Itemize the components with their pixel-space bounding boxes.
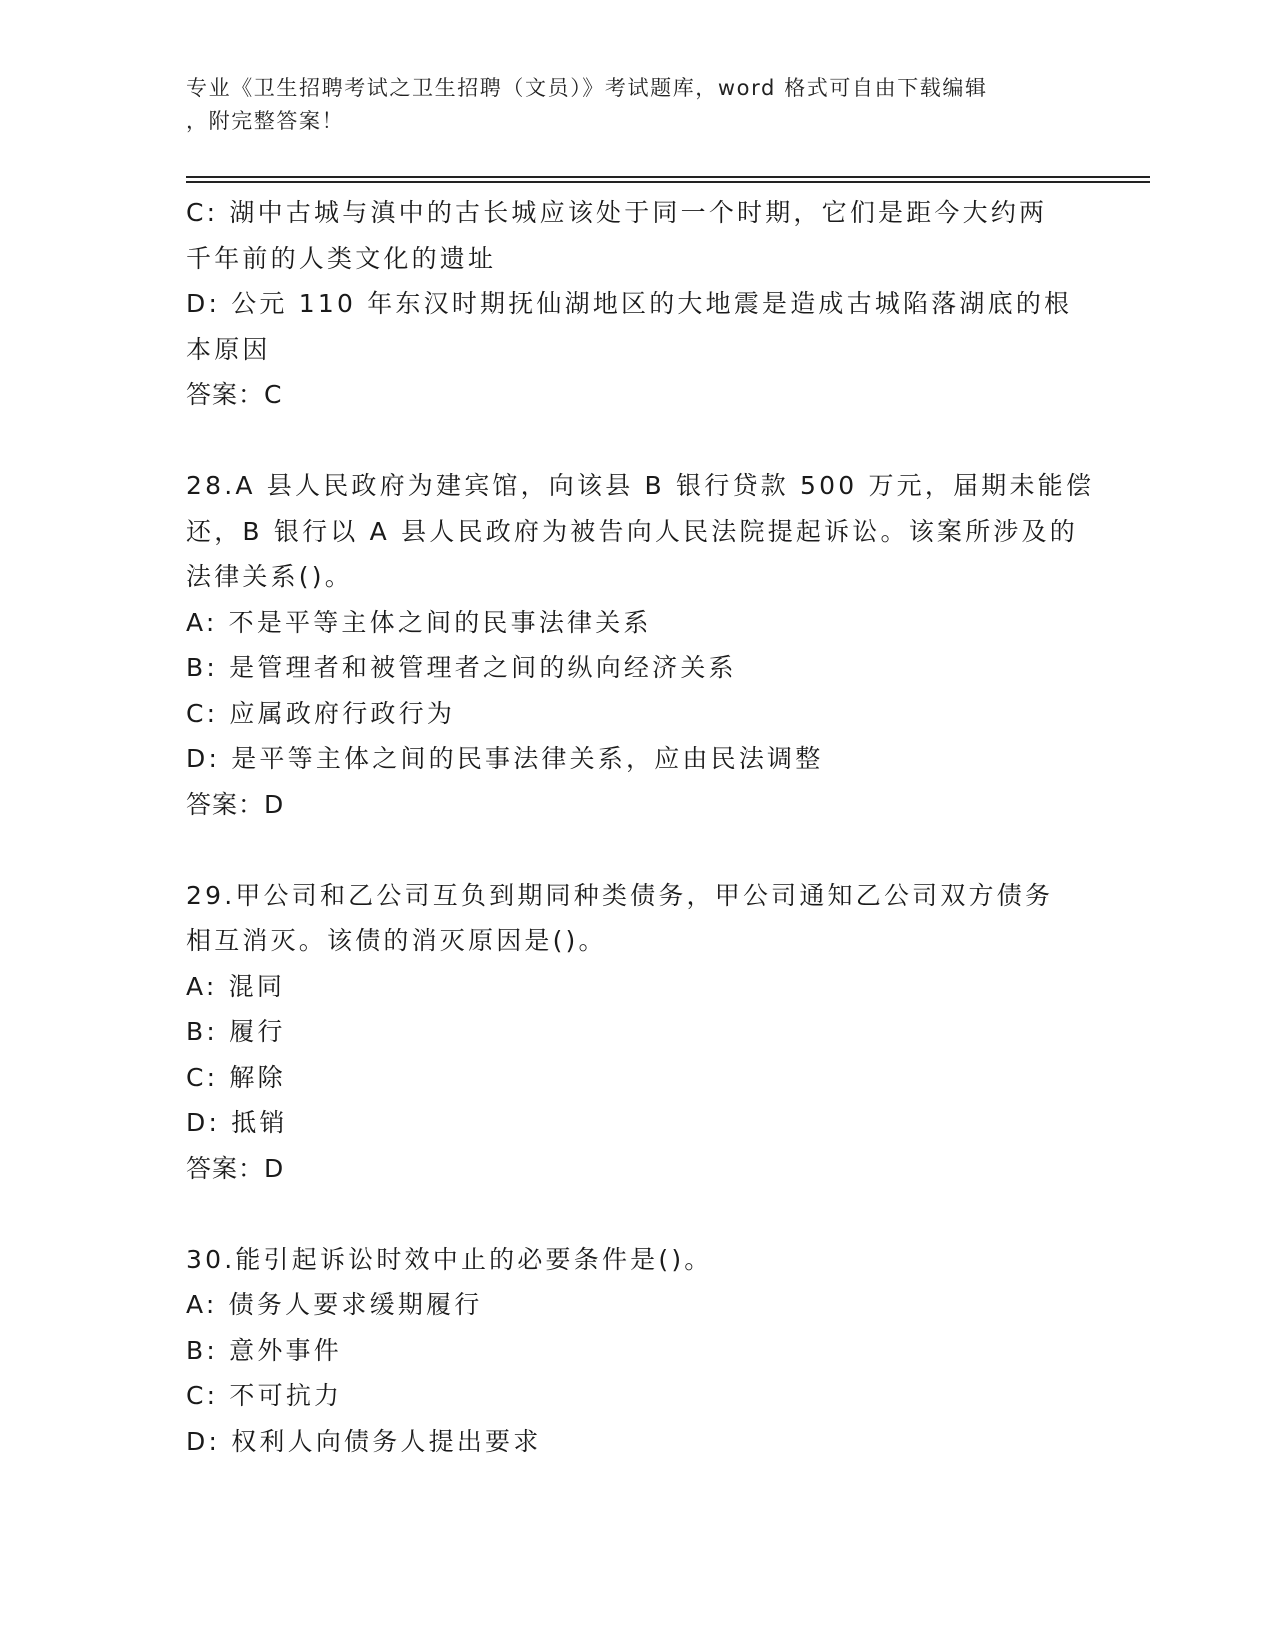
question-28 (186, 463, 1095, 827)
option-d-cont: 本原因 (186, 334, 271, 364)
question-27-tail (186, 190, 1086, 418)
spacer (186, 1191, 1086, 1237)
question-stem-cont: 相互消灭。该债的消灭原因是()。 (186, 926, 607, 955)
question-29 (186, 873, 1086, 1192)
header-line-1: 专业《卫生招聘考试之卫生招聘（文员）》考试题库，word 格式可自由下载编辑 (186, 76, 988, 100)
question-30 (186, 1237, 1086, 1465)
option-d: D: 是平等主体之间的民事法律关系，应由民法调整 (186, 744, 824, 773)
question-stem: 29.甲公司和乙公司互负到期同种类债务，甲公司通知乙公司双方债务 (186, 880, 1054, 910)
option-d: D: 抵销 (186, 1108, 288, 1137)
option-b: B: 履行 (186, 1017, 286, 1046)
spacer (186, 418, 1086, 464)
option-a: A: 混同 (186, 971, 286, 1001)
option-c: C: 湖中古城与滇中的古长城应该处于同一个时期，它们是距今大约两 (186, 198, 1048, 227)
answer: 答案：D (186, 1153, 285, 1183)
question-stem-cont: 法律关系()。 (186, 562, 353, 591)
document-header (186, 72, 1076, 138)
option-a: A: 债务人要求缓期履行 (186, 1290, 483, 1319)
header-divider-bottom (186, 181, 1150, 183)
option-b: B: 意外事件 (186, 1335, 342, 1365)
header-line-2: ，附完整答案！ (186, 109, 345, 133)
answer: 答案：D (186, 789, 285, 819)
question-stem: 28.A 县人民政府为建宾馆，向该县 B 银行贷款 500 万元，届期未能偿 (186, 471, 1095, 500)
answer: 答案：C (186, 380, 283, 409)
question-stem: 30.能引起诉讼时效中止的必要条件是()。 (186, 1244, 713, 1274)
header-divider-top (186, 176, 1150, 178)
option-c: C: 解除 (186, 1062, 286, 1092)
option-c-cont: 千年前的人类文化的遗址 (186, 243, 497, 273)
question-list (186, 190, 1095, 1464)
option-a: A: 不是平等主体之间的民事法律关系 (186, 607, 652, 637)
option-c: C: 应属政府行政行为 (186, 698, 456, 728)
option-d: D: 公元 110 年东汉时期抚仙湖地区的大地震是造成古城陷落湖底的根 (186, 289, 1073, 318)
question-stem-cont: 还，B 银行以 A 县人民政府为被告向人民法院提起诉讼。该案所涉及的 (186, 516, 1078, 546)
option-d: D: 权利人向债务人提出要求 (186, 1426, 542, 1456)
spacer (186, 827, 1086, 873)
option-c: C: 不可抗力 (186, 1381, 343, 1410)
option-b: B: 是管理者和被管理者之间的纵向经济关系 (186, 653, 737, 682)
